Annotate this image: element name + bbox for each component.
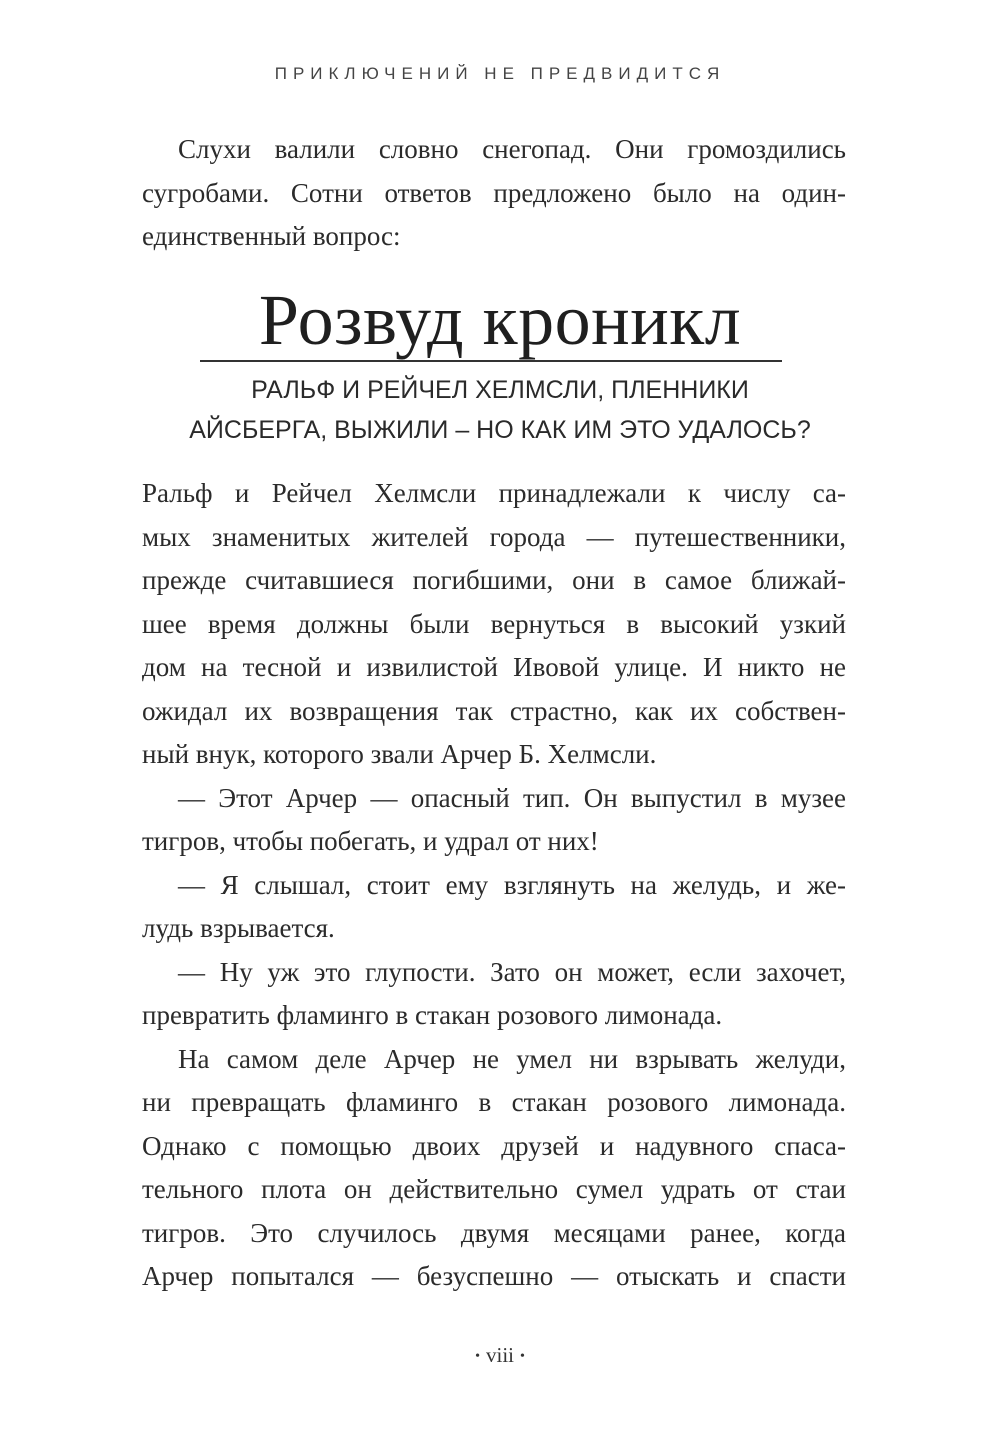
bullet-icon: • xyxy=(520,1349,525,1365)
page-number-text: viii xyxy=(485,1343,514,1367)
text-line: мых знаменитых жителей города — путешественники, xyxy=(142,521,846,552)
text-line: На самом деле Арчер не умел ни взрывать желуди, xyxy=(178,1043,846,1074)
text-line: прежде считавшиеся погибшими, они в самое ближай- xyxy=(142,565,846,595)
rumor-line: — Я слышал, стоит ему взглянуть на желудь, и же- xyxy=(178,869,846,900)
article-paragraph xyxy=(142,472,846,1299)
text-line: ный внук, которого звали Арчер Б. Хелмсли. xyxy=(142,739,657,769)
text-line: сугробами. Сотни ответов предложено было на один- xyxy=(142,177,846,208)
subhead-line: РАЛЬФ И РЕЙЧЕЛ ХЕЛМСЛИ, ПЛЕННИКИ xyxy=(251,376,749,404)
text-line: тельного плота он действительно сумел удрать от стаи xyxy=(142,1174,846,1204)
bullet-icon: • xyxy=(475,1349,480,1365)
text-line: Однако с помощью двоих друзей и надувного спаса- xyxy=(142,1130,846,1161)
page-number xyxy=(0,1343,1000,1368)
newspaper-headline: Розвуд кроникл xyxy=(258,280,742,360)
rumor-line: — Этот Арчер — опасный тип. Он выпустил в музее xyxy=(178,782,846,813)
running-head: ПРИКЛЮЧЕНИЙ НЕ ПРЕДВИДИТСЯ xyxy=(274,64,726,83)
text-line: Арчер попытался — безуспешно — отыскать и спасти xyxy=(142,1261,846,1291)
text-line: Слухи валили словно снегопад. Они громоздились xyxy=(178,134,846,164)
newspaper-subheadline xyxy=(0,370,1000,450)
text-line: тигров. Это случилось двумя месяцами ранее, когда xyxy=(142,1217,846,1248)
rumor-line: тигров, чтобы побегать, и удрал от них! xyxy=(142,826,599,856)
text-line: ожидал их возвращения так страстно, как их собствен- xyxy=(142,695,846,726)
headline-rule xyxy=(200,360,782,362)
rumor-line: превратить фламинго в стакан розового лимонада. xyxy=(142,1000,723,1030)
rumor-line: — Ну уж это глупости. Зато он может, если захочет, xyxy=(178,956,846,987)
text-line: шее время должны были вернуться в высокий узкий xyxy=(142,608,846,639)
text-line: дом на тесной и извилистой Ивовой улице. И никто не xyxy=(142,652,846,682)
subhead-line: АЙСБЕРГА, ВЫЖИЛИ – НО КАК ИМ ЭТО УДАЛОСЬ? xyxy=(189,416,811,444)
text-line: ни превращать фламинго в стакан розового лимонада. xyxy=(142,1087,846,1117)
intro-paragraph xyxy=(142,128,846,259)
rumor-line: лудь взрывается. xyxy=(142,913,335,943)
text-line: единственный вопрос: xyxy=(142,221,401,251)
text-line: Ральф и Рейчел Хелмсли принадлежали к числу са- xyxy=(142,478,846,508)
